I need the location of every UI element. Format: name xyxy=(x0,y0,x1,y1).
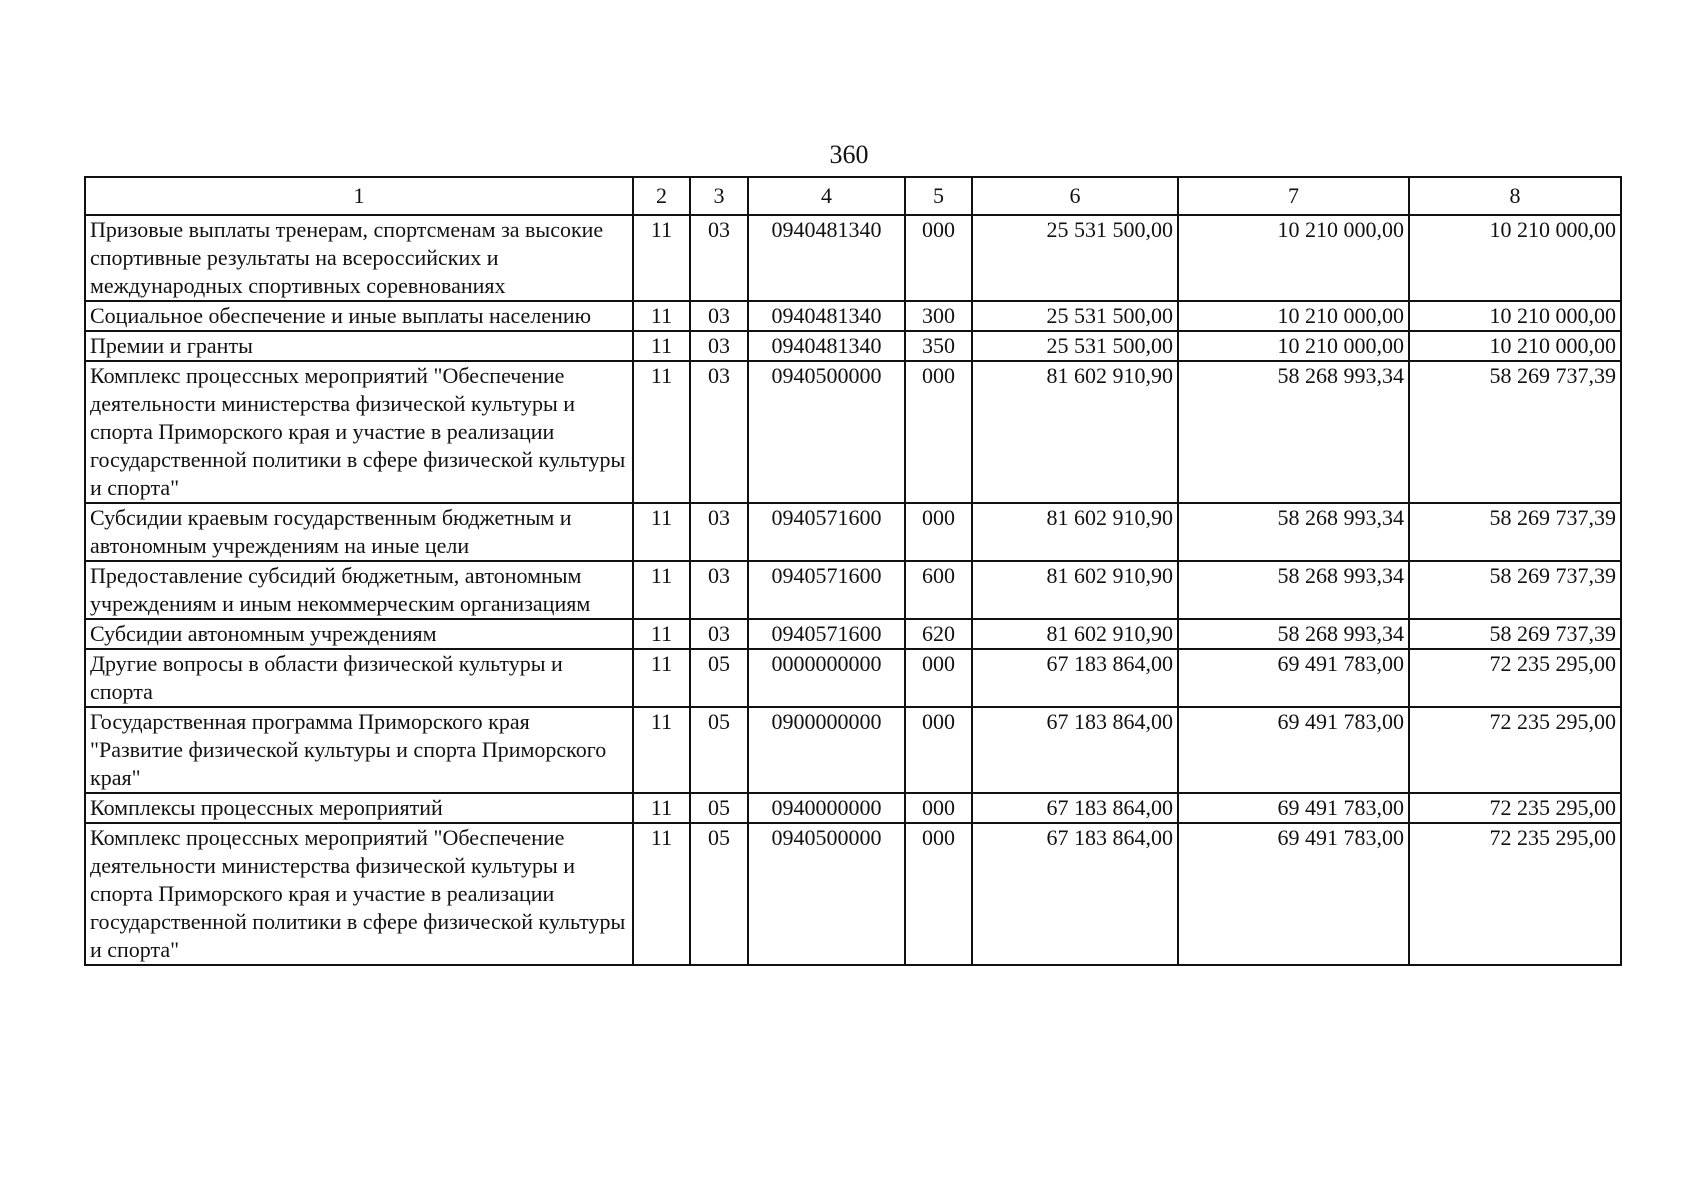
row-target-article-cell: 0940571600 xyxy=(748,561,905,619)
row-name-cell: Субсидии краевым государственным бюджетным и автономным учреждениям на иные цели xyxy=(85,503,633,561)
row-subsection-cell: 03 xyxy=(690,619,748,649)
row-amount-col7-cell: 69 491 783,00 xyxy=(1178,649,1409,707)
row-section-cell: 11 xyxy=(633,823,690,965)
row-amount-col7-cell: 58 268 993,34 xyxy=(1178,619,1409,649)
row-amount-col7-cell: 10 210 000,00 xyxy=(1178,215,1409,301)
row-target-article-cell: 0900000000 xyxy=(748,707,905,793)
row-name-cell: Предоставление субсидий бюджетным, автономным учреждениям и иным некоммерческим организациям xyxy=(85,561,633,619)
row-amount-col8-cell: 58 269 737,39 xyxy=(1409,361,1621,503)
row-subsection-cell: 03 xyxy=(690,561,748,619)
row-amount-col6-cell: 25 531 500,00 xyxy=(972,301,1178,331)
row-subsection-cell: 03 xyxy=(690,215,748,301)
row-name-cell: Комплекс процессных мероприятий "Обеспечение деятельности министерства физической культуры и спорта Приморского края и участие в реализации государственной политики в сфере физической культуры и спорта" xyxy=(85,823,633,965)
table-row xyxy=(85,649,1621,707)
row-amount-col7-cell: 58 268 993,34 xyxy=(1178,361,1409,503)
row-name-cell: Призовые выплаты тренерам, спортсменам за высокие спортивные результаты на всероссийских и международных спортивных соревнованиях xyxy=(85,215,633,301)
row-subsection-cell: 05 xyxy=(690,823,748,965)
row-target-article-cell: 0940000000 xyxy=(748,793,905,823)
row-expense-type-cell: 000 xyxy=(905,503,972,561)
row-expense-type-cell: 600 xyxy=(905,561,972,619)
row-amount-col6-cell: 67 183 864,00 xyxy=(972,823,1178,965)
column-header: 1 xyxy=(85,177,633,215)
row-target-article-cell: 0940481340 xyxy=(748,301,905,331)
row-name-cell: Комплексы процессных мероприятий xyxy=(85,793,633,823)
column-header: 6 xyxy=(972,177,1178,215)
table-body xyxy=(85,215,1621,965)
row-expense-type-cell: 000 xyxy=(905,649,972,707)
column-header: 2 xyxy=(633,177,690,215)
table-row xyxy=(85,793,1621,823)
row-section-cell: 11 xyxy=(633,361,690,503)
row-subsection-cell: 05 xyxy=(690,707,748,793)
row-section-cell: 11 xyxy=(633,503,690,561)
table-row xyxy=(85,823,1621,965)
page-number: 360 xyxy=(829,140,869,169)
row-section-cell: 11 xyxy=(633,649,690,707)
table-row xyxy=(85,215,1621,301)
row-section-cell: 11 xyxy=(633,619,690,649)
row-amount-col8-cell: 10 210 000,00 xyxy=(1409,301,1621,331)
row-name-cell: Другие вопросы в области физической культуры и спорта xyxy=(85,649,633,707)
row-expense-type-cell: 000 xyxy=(905,215,972,301)
row-expense-type-cell: 350 xyxy=(905,331,972,361)
row-target-article-cell: 0940481340 xyxy=(748,215,905,301)
row-amount-col6-cell: 81 602 910,90 xyxy=(972,361,1178,503)
table-row xyxy=(85,707,1621,793)
header-row xyxy=(85,177,1621,215)
row-amount-col6-cell: 81 602 910,90 xyxy=(972,503,1178,561)
table-row xyxy=(85,503,1621,561)
row-target-article-cell: 0940500000 xyxy=(748,823,905,965)
row-target-article-cell: 0940571600 xyxy=(748,619,905,649)
row-amount-col8-cell: 72 235 295,00 xyxy=(1409,793,1621,823)
row-section-cell: 11 xyxy=(633,301,690,331)
row-name-cell: Государственная программа Приморского края "Развитие физической культуры и спорта Приморского края" xyxy=(85,707,633,793)
row-amount-col6-cell: 81 602 910,90 xyxy=(972,619,1178,649)
row-amount-col7-cell: 58 268 993,34 xyxy=(1178,561,1409,619)
column-header: 7 xyxy=(1178,177,1409,215)
row-target-article-cell: 0940571600 xyxy=(748,503,905,561)
row-target-article-cell: 0000000000 xyxy=(748,649,905,707)
row-amount-col6-cell: 67 183 864,00 xyxy=(972,649,1178,707)
row-target-article-cell: 0940500000 xyxy=(748,361,905,503)
row-amount-col6-cell: 67 183 864,00 xyxy=(972,707,1178,793)
row-amount-col6-cell: 25 531 500,00 xyxy=(972,215,1178,301)
row-section-cell: 11 xyxy=(633,707,690,793)
row-expense-type-cell: 000 xyxy=(905,823,972,965)
table-row xyxy=(85,361,1621,503)
row-expense-type-cell: 000 xyxy=(905,361,972,503)
row-name-cell: Комплекс процессных мероприятий "Обеспечение деятельности министерства физической культуры и спорта Приморского края и участие в реализации государственной политики в сфере физической культуры и спорта" xyxy=(85,361,633,503)
row-expense-type-cell: 000 xyxy=(905,707,972,793)
row-section-cell: 11 xyxy=(633,215,690,301)
column-header: 4 xyxy=(748,177,905,215)
table-row xyxy=(85,331,1621,361)
row-subsection-cell: 03 xyxy=(690,331,748,361)
row-amount-col7-cell: 69 491 783,00 xyxy=(1178,823,1409,965)
row-subsection-cell: 05 xyxy=(690,793,748,823)
row-amount-col7-cell: 58 268 993,34 xyxy=(1178,503,1409,561)
row-amount-col8-cell: 58 269 737,39 xyxy=(1409,503,1621,561)
row-amount-col8-cell: 58 269 737,39 xyxy=(1409,561,1621,619)
row-subsection-cell: 03 xyxy=(690,301,748,331)
row-amount-col7-cell: 10 210 000,00 xyxy=(1178,301,1409,331)
row-amount-col8-cell: 58 269 737,39 xyxy=(1409,619,1621,649)
row-section-cell: 11 xyxy=(633,793,690,823)
row-amount-col6-cell: 81 602 910,90 xyxy=(972,561,1178,619)
row-expense-type-cell: 300 xyxy=(905,301,972,331)
column-header: 3 xyxy=(690,177,748,215)
table-row xyxy=(85,301,1621,331)
row-amount-col6-cell: 25 531 500,00 xyxy=(972,331,1178,361)
row-amount-col8-cell: 72 235 295,00 xyxy=(1409,823,1621,965)
row-amount-col7-cell: 69 491 783,00 xyxy=(1178,793,1409,823)
table-row xyxy=(85,619,1621,649)
budget-table xyxy=(84,176,1622,966)
row-amount-col6-cell: 67 183 864,00 xyxy=(972,793,1178,823)
row-target-article-cell: 0940481340 xyxy=(748,331,905,361)
row-amount-col8-cell: 72 235 295,00 xyxy=(1409,707,1621,793)
row-expense-type-cell: 620 xyxy=(905,619,972,649)
row-subsection-cell: 03 xyxy=(690,503,748,561)
row-amount-col8-cell: 10 210 000,00 xyxy=(1409,331,1621,361)
row-amount-col8-cell: 10 210 000,00 xyxy=(1409,215,1621,301)
row-section-cell: 11 xyxy=(633,331,690,361)
row-amount-col8-cell: 72 235 295,00 xyxy=(1409,649,1621,707)
table-row xyxy=(85,561,1621,619)
row-subsection-cell: 03 xyxy=(690,361,748,503)
row-subsection-cell: 05 xyxy=(690,649,748,707)
row-name-cell: Социальное обеспечение и иные выплаты населению xyxy=(85,301,633,331)
row-amount-col7-cell: 69 491 783,00 xyxy=(1178,707,1409,793)
row-amount-col7-cell: 10 210 000,00 xyxy=(1178,331,1409,361)
row-name-cell: Субсидии автономным учреждениям xyxy=(85,619,633,649)
row-section-cell: 11 xyxy=(633,561,690,619)
column-header: 8 xyxy=(1409,177,1621,215)
row-expense-type-cell: 000 xyxy=(905,793,972,823)
column-header: 5 xyxy=(905,177,972,215)
row-name-cell: Премии и гранты xyxy=(85,331,633,361)
